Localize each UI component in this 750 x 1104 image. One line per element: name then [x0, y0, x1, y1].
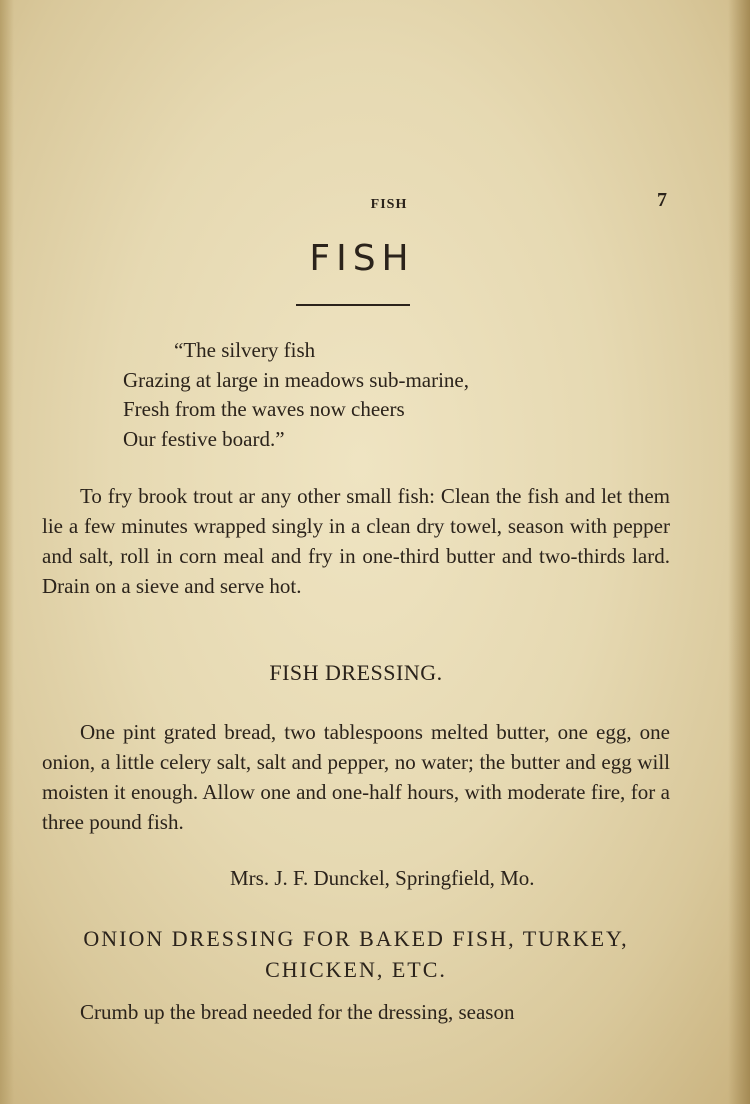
title-divider: [296, 304, 410, 306]
page-edge-shadow-right: [728, 0, 750, 1104]
page-number: 7: [657, 189, 667, 211]
running-head: FISH: [370, 197, 408, 212]
recipe-attribution: Mrs. J. F. Dunckel, Springfield, Mo.: [230, 866, 535, 890]
chapter-title: FISH: [309, 238, 415, 279]
paragraph-fish-dressing: One pint grated bread, two tablespoons melted butter, one egg, one onion, a little celery salt, salt and pepper, no water; the butter and egg will moisten it enough. Allow one and one-half hours, with moderate fire, for a three pound fish.: [42, 720, 670, 834]
poem-line: “The silvery fish: [174, 338, 316, 362]
poem-line: Our festive board.”: [123, 426, 285, 451]
section-heading-onion-dressing: ONION DRESSING FOR BAKED FISH, TURKEY, CHICKEN, ETC.: [83, 926, 629, 982]
paragraph-onion-dressing: Crumb up the bread needed for the dressing, season: [80, 1000, 515, 1024]
section-heading-fish-dressing: FISH DRESSING.: [269, 660, 443, 685]
paragraph-fry-trout: To fry brook trout ar any other small fish: Clean the fish and let them lie a few minutes wrapped singly in a clean dry towel, season with pepper and salt, roll in corn meal and fry in one-third butter and two-thirds lard. Drain on a sieve and serve hot.: [42, 484, 670, 598]
page-edge-shadow-left: [0, 0, 14, 1104]
poem-line: Fresh from the waves now cheers: [123, 397, 405, 421]
poem-line: Grazing at large in meadows sub-marine,: [123, 367, 469, 392]
